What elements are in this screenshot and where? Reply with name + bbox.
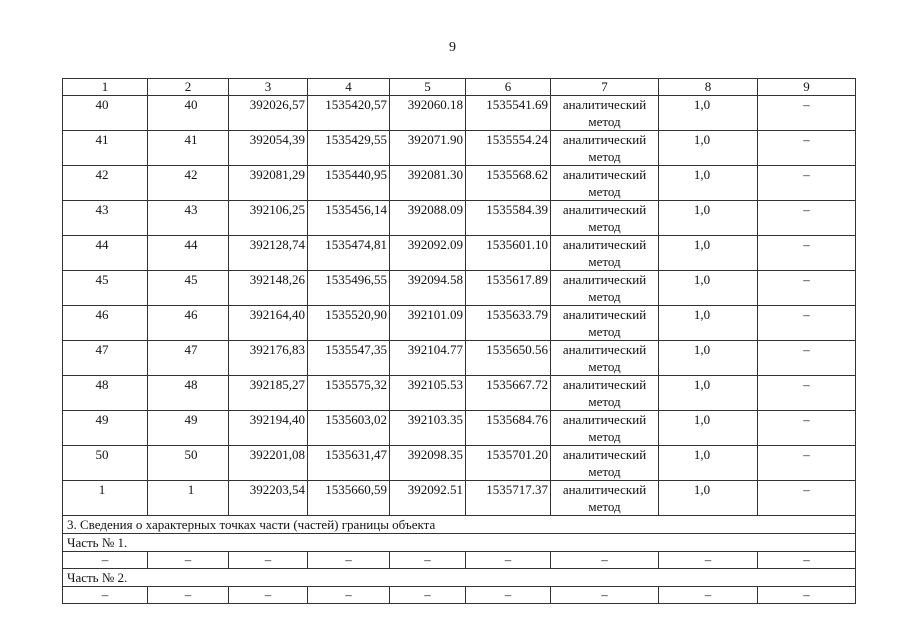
table-row — [63, 271, 856, 306]
table-row — [63, 481, 856, 516]
table-cell: аналитический метод — [551, 201, 659, 236]
table-cell: аналитический метод — [551, 131, 659, 166]
part-label: Часть № 1. — [63, 534, 856, 552]
table-header-row — [63, 79, 856, 96]
table-cell: – — [390, 587, 466, 604]
table-cell: аналитический метод — [551, 481, 659, 516]
column-number-8: 8 — [659, 79, 758, 96]
table-cell: 392105.53 — [390, 376, 466, 411]
table-cell: 1,0 — [659, 446, 758, 481]
table-cell: 392104.77 — [390, 341, 466, 376]
table-cell: – — [758, 306, 856, 341]
table-cell: 44 — [63, 236, 148, 271]
table-cell: 392054,39 — [229, 131, 308, 166]
table-cell: 392128,74 — [229, 236, 308, 271]
part-label-row — [63, 534, 856, 552]
table-cell: 1,0 — [659, 271, 758, 306]
table-cell: 1,0 — [659, 166, 758, 201]
table-cell: 42 — [63, 166, 148, 201]
table-cell: 1,0 — [659, 411, 758, 446]
column-number-4: 4 — [308, 79, 390, 96]
table-cell: 1535617.89 — [466, 271, 551, 306]
table-cell: 1,0 — [659, 341, 758, 376]
part-empty-row — [63, 587, 856, 604]
table-cell: 1,0 — [659, 201, 758, 236]
table-cell: аналитический метод — [551, 411, 659, 446]
table-cell: 45 — [63, 271, 148, 306]
table-cell: аналитический метод — [551, 306, 659, 341]
table-cell: 392071.90 — [390, 131, 466, 166]
table-cell: – — [148, 587, 229, 604]
table-cell: 1535554.24 — [466, 131, 551, 166]
table-cell: 50 — [148, 446, 229, 481]
table-cell: 1535701.20 — [466, 446, 551, 481]
table-cell: – — [148, 552, 229, 569]
table-row — [63, 341, 856, 376]
table-cell: 1,0 — [659, 306, 758, 341]
table-cell: 40 — [148, 96, 229, 131]
table-cell: – — [308, 552, 390, 569]
table-cell: – — [758, 376, 856, 411]
table-cell: 392194,40 — [229, 411, 308, 446]
table-row — [63, 446, 856, 481]
table-cell: 392094.58 — [390, 271, 466, 306]
table-cell: 392081,29 — [229, 166, 308, 201]
table-cell: аналитический метод — [551, 446, 659, 481]
table-cell: 1,0 — [659, 376, 758, 411]
table-cell: – — [758, 341, 856, 376]
table-cell: – — [758, 587, 856, 604]
table-cell: 392106,25 — [229, 201, 308, 236]
table-cell: 1535440,95 — [308, 166, 390, 201]
column-number-6: 6 — [466, 79, 551, 96]
table-cell: 1535717.37 — [466, 481, 551, 516]
table-cell: – — [758, 411, 856, 446]
table-row — [63, 131, 856, 166]
table-cell: 1,0 — [659, 236, 758, 271]
table-cell: 1,0 — [659, 481, 758, 516]
table-cell: 1535650.56 — [466, 341, 551, 376]
table-cell: 392081.30 — [390, 166, 466, 201]
table-cell: 45 — [148, 271, 229, 306]
table-cell: 48 — [63, 376, 148, 411]
table-cell: – — [758, 201, 856, 236]
table-cell: 392060.18 — [390, 96, 466, 131]
table-cell: 1535547,35 — [308, 341, 390, 376]
table-cell: – — [229, 587, 308, 604]
table-cell: 392101.09 — [390, 306, 466, 341]
table-cell: 40 — [63, 96, 148, 131]
table-row — [63, 376, 856, 411]
table-cell: 46 — [148, 306, 229, 341]
boundary-points-table — [62, 78, 856, 604]
table-cell: 1535456,14 — [308, 201, 390, 236]
table-cell: 47 — [63, 341, 148, 376]
table-cell: 1,0 — [659, 131, 758, 166]
table-cell: аналитический метод — [551, 96, 659, 131]
table-cell: 1535660,59 — [308, 481, 390, 516]
table-cell: – — [659, 552, 758, 569]
table-cell: 392164,40 — [229, 306, 308, 341]
table-cell: 392026,57 — [229, 96, 308, 131]
table-row — [63, 201, 856, 236]
table-cell: аналитический метод — [551, 271, 659, 306]
column-number-2: 2 — [148, 79, 229, 96]
part-label-row — [63, 569, 856, 587]
table-cell: 1 — [63, 481, 148, 516]
table-cell: – — [659, 587, 758, 604]
table-cell: 44 — [148, 236, 229, 271]
page-number: 9 — [449, 40, 456, 55]
table-cell: 41 — [63, 131, 148, 166]
table-cell: 392176,83 — [229, 341, 308, 376]
table-cell: аналитический метод — [551, 376, 659, 411]
table-cell: – — [229, 552, 308, 569]
table-cell: 48 — [148, 376, 229, 411]
table-cell: – — [63, 552, 148, 569]
table-cell: 392098.35 — [390, 446, 466, 481]
table-cell: 1535496,55 — [308, 271, 390, 306]
table-cell: 392148,26 — [229, 271, 308, 306]
table-cell: – — [466, 587, 551, 604]
table-cell: 49 — [63, 411, 148, 446]
table-cell: 1535420,57 — [308, 96, 390, 131]
table-cell: 392092.51 — [390, 481, 466, 516]
table-cell: 50 — [63, 446, 148, 481]
table-cell: 42 — [148, 166, 229, 201]
table-row — [63, 96, 856, 131]
table-cell: 1535601.10 — [466, 236, 551, 271]
table-cell: 1,0 — [659, 96, 758, 131]
table-cell: 43 — [63, 201, 148, 236]
table-cell: 1535429,55 — [308, 131, 390, 166]
table-row — [63, 411, 856, 446]
table-cell: 392185,27 — [229, 376, 308, 411]
table-cell: аналитический метод — [551, 341, 659, 376]
table-cell: 1535633.79 — [466, 306, 551, 341]
table-cell: 1535667.72 — [466, 376, 551, 411]
section-3-title: 3. Сведения о характерных точках части (частей) границы объекта — [63, 516, 856, 534]
section-heading-row — [63, 516, 856, 534]
part-label: Часть № 2. — [63, 569, 856, 587]
table-cell: 1535520,90 — [308, 306, 390, 341]
part-empty-row — [63, 552, 856, 569]
table-cell: 1535568.62 — [466, 166, 551, 201]
table-cell: – — [758, 552, 856, 569]
table-cell: – — [551, 552, 659, 569]
column-number-7: 7 — [551, 79, 659, 96]
table-cell: 392203,54 — [229, 481, 308, 516]
table-cell: 43 — [148, 201, 229, 236]
table-cell: 392103.35 — [390, 411, 466, 446]
column-number-3: 3 — [229, 79, 308, 96]
table-cell: – — [390, 552, 466, 569]
table-cell: 46 — [63, 306, 148, 341]
table-cell: 392201,08 — [229, 446, 308, 481]
table-cell: 1535575,32 — [308, 376, 390, 411]
table-cell: 1 — [148, 481, 229, 516]
column-number-5: 5 — [390, 79, 466, 96]
table-cell: 1535584.39 — [466, 201, 551, 236]
table-cell: аналитический метод — [551, 236, 659, 271]
table-cell: 1535603,02 — [308, 411, 390, 446]
table-cell: – — [758, 446, 856, 481]
table-cell: 392088.09 — [390, 201, 466, 236]
table-cell: 1535631,47 — [308, 446, 390, 481]
table-row — [63, 306, 856, 341]
table-cell: 41 — [148, 131, 229, 166]
table-cell: – — [758, 271, 856, 306]
table-cell: 47 — [148, 341, 229, 376]
table-cell: – — [308, 587, 390, 604]
column-number-1: 1 — [63, 79, 148, 96]
table-cell: – — [758, 96, 856, 131]
table-row — [63, 166, 856, 201]
table-cell: – — [758, 481, 856, 516]
table-row — [63, 236, 856, 271]
table-cell: – — [758, 131, 856, 166]
table-cell: 392092.09 — [390, 236, 466, 271]
table-cell: – — [551, 587, 659, 604]
table-cell: – — [758, 236, 856, 271]
table-cell: 1535474,81 — [308, 236, 390, 271]
table-cell: – — [466, 552, 551, 569]
table-cell: 1535684.76 — [466, 411, 551, 446]
column-number-9: 9 — [758, 79, 856, 96]
table-cell: аналитический метод — [551, 166, 659, 201]
table-cell: – — [758, 166, 856, 201]
table-cell: – — [63, 587, 148, 604]
table-cell: 1535541.69 — [466, 96, 551, 131]
table-cell: 49 — [148, 411, 229, 446]
